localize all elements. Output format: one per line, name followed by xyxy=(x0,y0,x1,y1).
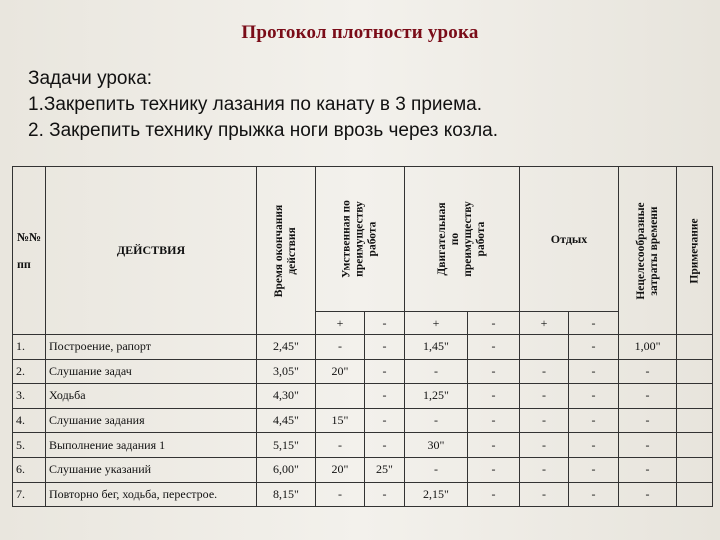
cell-note xyxy=(677,408,713,433)
cell-r-minus: - xyxy=(569,384,619,409)
cell-time: 5,15" xyxy=(257,433,316,458)
cell-m-minus: - xyxy=(365,482,405,507)
header-end-time xyxy=(257,167,316,335)
cell-note xyxy=(677,335,713,360)
header-actions: ДЕЙСТВИЯ xyxy=(46,167,257,335)
cell-m-minus: - xyxy=(365,384,405,409)
table-row xyxy=(13,482,713,507)
cell-waste: - xyxy=(619,482,677,507)
cell-action: Повторно бег, ходьба, перестрое. xyxy=(46,482,257,507)
cell-r-plus: - xyxy=(520,433,569,458)
cell-d-plus: - xyxy=(405,359,468,384)
table-row xyxy=(13,335,713,360)
cell-r-minus: - xyxy=(569,482,619,507)
cell-num: 4. xyxy=(13,408,46,433)
cell-r-plus: - xyxy=(520,482,569,507)
cell-m-minus: - xyxy=(365,408,405,433)
cell-waste: - xyxy=(619,359,677,384)
cell-m-plus: 15" xyxy=(316,408,365,433)
cell-m-plus: - xyxy=(316,482,365,507)
header-waste-line2: затраты времени xyxy=(647,205,660,296)
header-mental-line3: работа xyxy=(366,221,379,257)
header-note-text: Примечание xyxy=(688,217,701,284)
cell-m-minus: 25" xyxy=(365,457,405,482)
cell-time: 3,05" xyxy=(257,359,316,384)
header-end-time-line2: действия xyxy=(286,226,298,275)
cell-waste: 1,00" xyxy=(619,335,677,360)
sign-cell: - xyxy=(468,312,520,335)
cell-r-plus: - xyxy=(520,408,569,433)
header-waste-line1: Нецелесообразные xyxy=(634,201,647,300)
header-number xyxy=(13,167,46,335)
cell-waste: - xyxy=(619,408,677,433)
cell-action: Построение, рапорт xyxy=(46,335,257,360)
table-row xyxy=(13,457,713,482)
cell-time: 6,00" xyxy=(257,457,316,482)
table-row xyxy=(13,408,713,433)
cell-d-minus: - xyxy=(468,433,520,458)
header-motor-work xyxy=(405,167,520,312)
lesson-tasks xyxy=(28,66,498,144)
cell-d-minus: - xyxy=(468,335,520,360)
cell-r-minus: - xyxy=(569,457,619,482)
tasks-heading: Задачи урока: xyxy=(28,68,153,89)
header-waste xyxy=(619,167,677,335)
cell-d-minus: - xyxy=(468,408,520,433)
cell-time: 4,45" xyxy=(257,408,316,433)
cell-d-minus: - xyxy=(468,457,520,482)
cell-d-plus: 2,15" xyxy=(405,482,468,507)
cell-time: 2,45" xyxy=(257,335,316,360)
header-number-line1: №№ xyxy=(17,229,42,244)
cell-d-minus: - xyxy=(468,482,520,507)
cell-waste: - xyxy=(619,433,677,458)
cell-action: Слушание указаний xyxy=(46,457,257,482)
cell-time: 4,30" xyxy=(257,384,316,409)
cell-action: Ходьба xyxy=(46,384,257,409)
cell-d-minus: - xyxy=(468,384,520,409)
cell-r-plus: - xyxy=(520,384,569,409)
header-motor-line3: преимуществу xyxy=(462,201,474,277)
cell-m-plus xyxy=(316,384,365,409)
task-item-2: 2. Закрепить технику прыжка ноги врозь через козла. xyxy=(28,120,499,141)
sign-cell: + xyxy=(520,312,569,335)
cell-num: 1. xyxy=(13,335,46,360)
cell-note xyxy=(677,482,713,507)
header-number-line2: пп xyxy=(17,256,31,271)
table-row xyxy=(13,433,713,458)
cell-r-minus: - xyxy=(569,433,619,458)
cell-num: 6. xyxy=(13,457,46,482)
cell-m-plus: 20" xyxy=(316,359,365,384)
cell-note xyxy=(677,457,713,482)
cell-m-plus: - xyxy=(316,335,365,360)
cell-r-plus: - xyxy=(520,359,569,384)
header-motor-line2: по xyxy=(449,232,461,246)
cell-action: Слушание задания xyxy=(46,408,257,433)
cell-note xyxy=(677,359,713,384)
cell-time: 8,15" xyxy=(257,482,316,507)
sign-cell: - xyxy=(569,312,619,335)
header-note xyxy=(677,167,713,335)
cell-note xyxy=(677,433,713,458)
cell-d-plus: - xyxy=(405,457,468,482)
header-mental-work xyxy=(316,167,405,312)
table-row xyxy=(13,384,713,409)
cell-note xyxy=(677,384,713,409)
cell-m-minus: - xyxy=(365,335,405,360)
cell-action: Слушание задач xyxy=(46,359,257,384)
cell-d-plus: - xyxy=(405,408,468,433)
cell-d-plus: 1,45" xyxy=(405,335,468,360)
cell-d-plus: 30" xyxy=(405,433,468,458)
cell-action: Выполнение задания 1 xyxy=(46,433,257,458)
cell-r-minus: - xyxy=(569,408,619,433)
cell-num: 5. xyxy=(13,433,46,458)
sign-cell: + xyxy=(316,312,365,335)
sign-cell: + xyxy=(405,312,468,335)
cell-m-minus: - xyxy=(365,359,405,384)
cell-r-minus: - xyxy=(569,335,619,360)
header-motor-line1: Двигательная xyxy=(436,202,448,276)
header-rest: Отдых xyxy=(520,167,619,312)
header-motor-line4: работа xyxy=(475,221,487,257)
cell-m-minus: - xyxy=(365,433,405,458)
cell-waste: - xyxy=(619,457,677,482)
sign-cell: - xyxy=(365,312,405,335)
cell-d-plus: 1,25" xyxy=(405,384,468,409)
cell-waste: - xyxy=(619,384,677,409)
cell-m-plus: - xyxy=(316,433,365,458)
cell-num: 7. xyxy=(13,482,46,507)
table-row xyxy=(13,359,713,384)
cell-r-plus: - xyxy=(520,457,569,482)
cell-r-plus xyxy=(520,335,569,360)
cell-num: 2. xyxy=(13,359,46,384)
lesson-density-table xyxy=(12,166,713,507)
cell-num: 3. xyxy=(13,384,46,409)
cell-r-minus: - xyxy=(569,359,619,384)
task-item-1: 1.Закрепить технику лазания по канату в 3 приема. xyxy=(28,94,482,115)
page-title: Протокол плотности урока xyxy=(241,22,479,43)
header-row xyxy=(13,167,713,312)
header-mental-line1: Умственная по xyxy=(340,200,353,278)
cell-d-minus: - xyxy=(468,359,520,384)
cell-m-plus: 20" xyxy=(316,457,365,482)
header-mental-line2: преимуществу xyxy=(353,201,366,277)
header-end-time-line1: Время окончания xyxy=(273,204,285,297)
